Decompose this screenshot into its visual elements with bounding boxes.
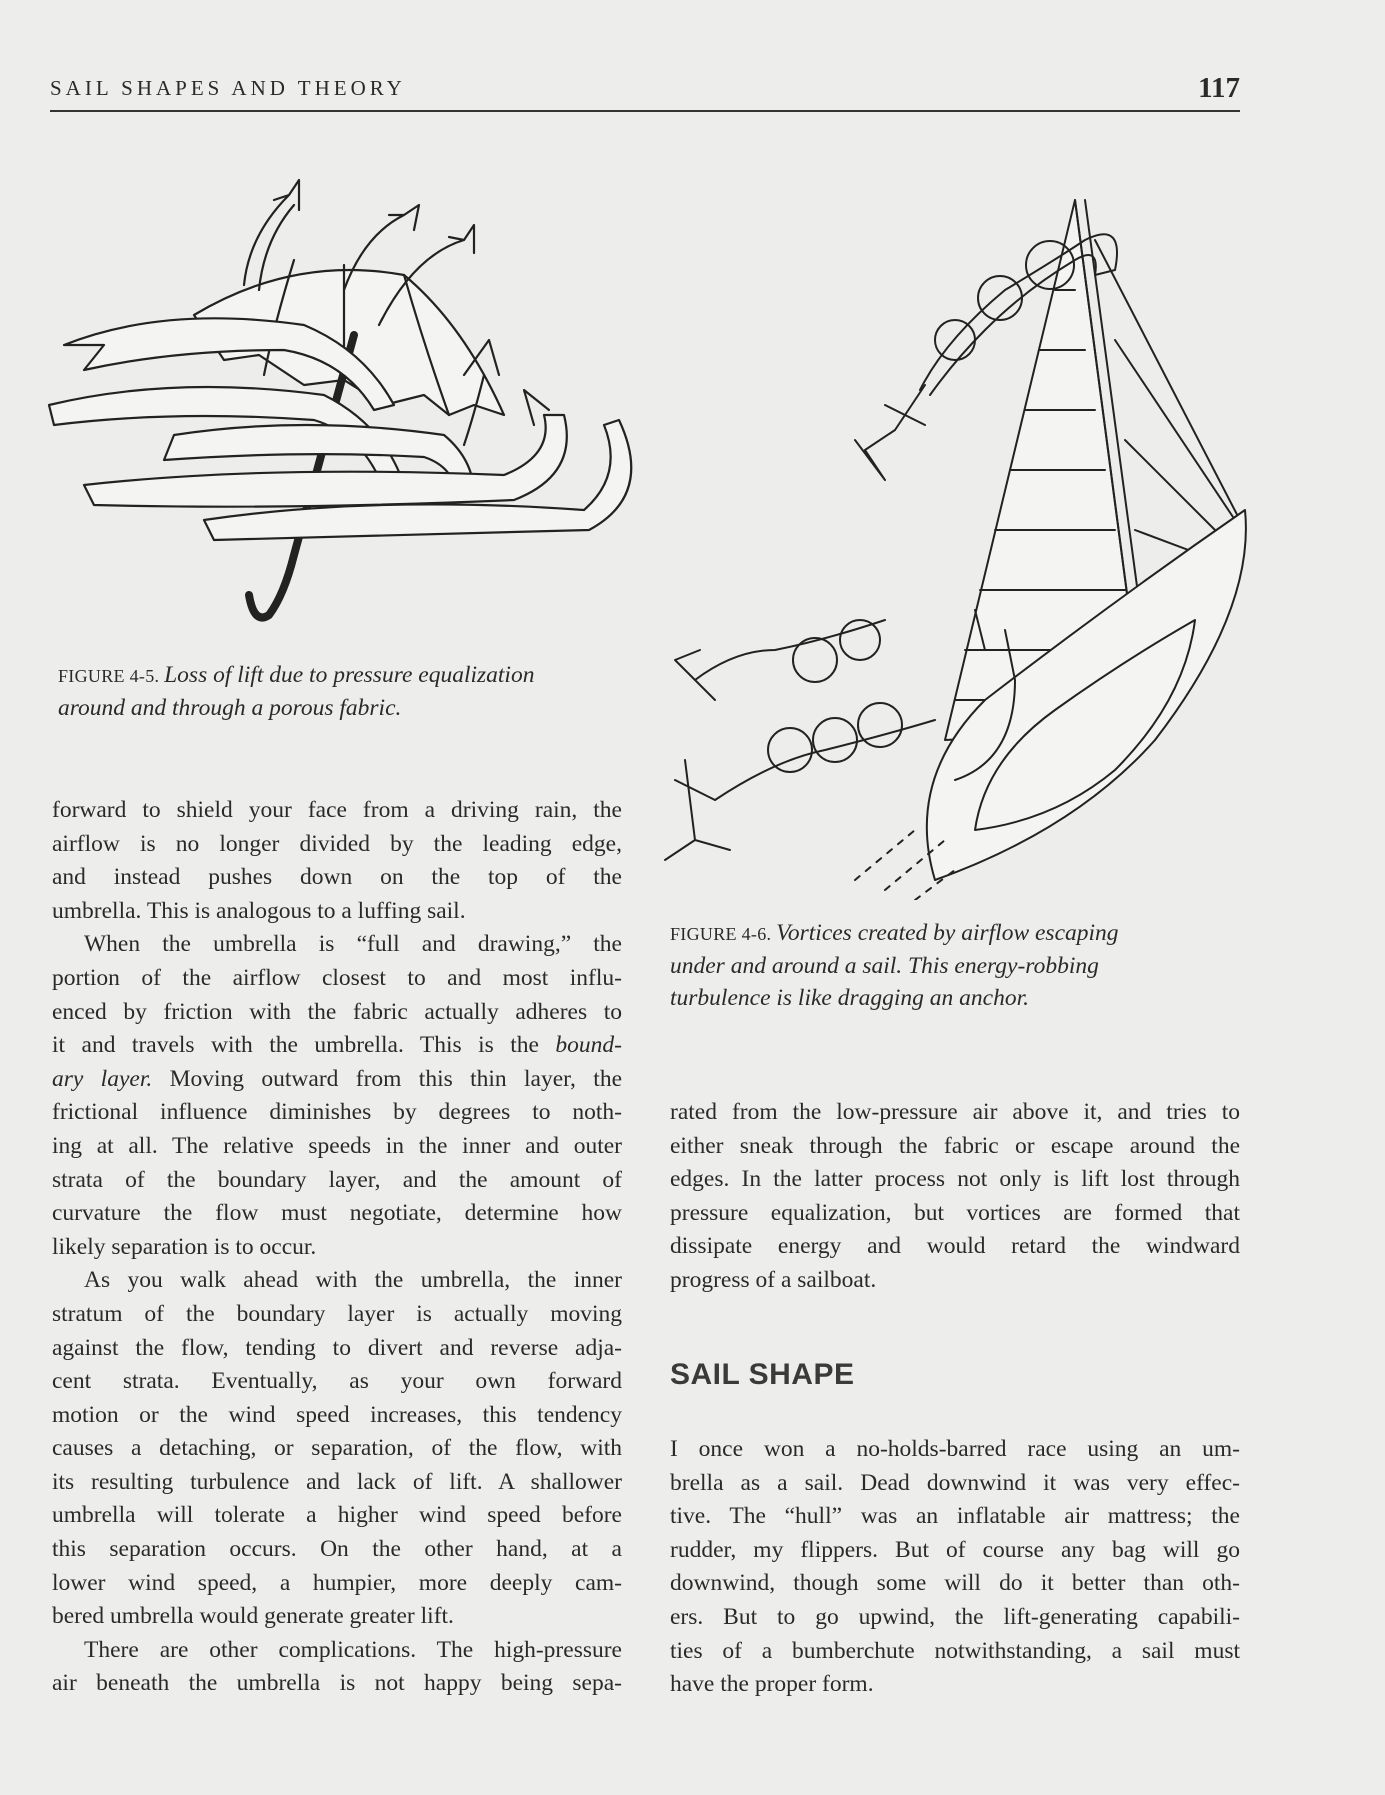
text-segment: ary layer.	[52, 1065, 153, 1092]
text-line: dissipate energy and would retard the windward	[670, 1233, 1240, 1260]
text-line: strata of the boundary layer, and the amount of	[52, 1166, 622, 1193]
paragraph	[52, 1264, 622, 1634]
text-line: umbrella. This is analogous to a luffing sail.	[52, 897, 466, 924]
text-line: curvature the flow must negotiate, determine how	[52, 1200, 622, 1227]
text-line: have the proper form.	[670, 1671, 874, 1698]
caption-line	[58, 692, 534, 724]
caption-line	[58, 659, 534, 692]
running-header	[50, 72, 1240, 112]
text-line: portion of the airflow closest to and most influ-	[52, 964, 622, 991]
figure-label: FIGURE 4-6.	[670, 924, 777, 944]
text-line: frictional influence diminishes by degrees to noth-	[52, 1099, 622, 1126]
text-line: ing at all. The relative speeds in the inner and outer	[52, 1132, 622, 1159]
paragraph	[52, 794, 622, 928]
text-line	[52, 1029, 622, 1063]
right-column-text	[670, 1096, 1240, 1298]
text-line: ties of a bumberchute notwithstanding, a sail must	[670, 1637, 1240, 1664]
left-column-text	[52, 794, 622, 1701]
text-line: either sneak through the fabric or escape around the	[670, 1132, 1240, 1159]
text-line: I once won a no-holds-barred race using an um-	[670, 1436, 1240, 1462]
text-line: motion or the wind speed increases, this tendency	[52, 1401, 622, 1428]
umbrella-illustration	[44, 175, 634, 635]
paragraph	[52, 1634, 622, 1701]
figure-label: FIGURE 4-5.	[58, 666, 165, 686]
text-line: When the umbrella is “full and drawing,” the	[84, 931, 622, 958]
section-heading: SAIL SHAPE	[670, 1358, 855, 1391]
caption-line	[670, 917, 1119, 950]
paragraph	[52, 928, 622, 1264]
text-line: brella as a sail. Dead downwind it was very effec-	[670, 1469, 1240, 1496]
caption-line	[670, 950, 1119, 982]
text-line: and instead pushes down on the top of the	[52, 864, 622, 891]
figure-4-5-caption	[58, 659, 534, 724]
text-line: its resulting turbulence and lack of lift. A shallower	[52, 1468, 622, 1495]
text-line: this separation occurs. On the other hand, at a	[52, 1536, 622, 1563]
text-line: airflow is no longer divided by the leading edge,	[52, 830, 622, 857]
text-line: air beneath the umbrella is not happy being sepa-	[52, 1670, 622, 1697]
text-line: cent strata. Eventually, as your own forward	[52, 1368, 622, 1395]
sailboat-vortex-illustration	[655, 180, 1255, 900]
text-line: likely separation is to occur.	[52, 1233, 317, 1260]
text-line: As you walk ahead with the umbrella, the inner	[84, 1267, 622, 1294]
text-line: downwind, though some will do it better than oth-	[670, 1570, 1240, 1597]
caption-text: Loss of lift due to pressure equalization	[164, 662, 535, 688]
text-line: There are other complications. The high-pressure	[84, 1636, 622, 1663]
text-line: progress of a sailboat.	[670, 1266, 877, 1293]
text-segment: it and travels with the umbrella. This is the	[52, 1032, 556, 1059]
running-title: SAIL SHAPES AND THEORY	[50, 76, 406, 100]
text-line: lower wind speed, a humpier, more deeply cam-	[52, 1569, 622, 1596]
text-line: rudder, my flippers. But of course any bag will go	[670, 1536, 1240, 1563]
text-line: pressure equalization, but vortices are formed that	[670, 1199, 1240, 1226]
paragraph	[670, 1433, 1240, 1702]
text-line: enced by friction with the fabric actually adheres to	[52, 998, 622, 1025]
text-segment: Moving outward from this thin layer, the	[152, 1065, 622, 1092]
figure-4-6-caption	[670, 917, 1119, 1014]
text-line: bered umbrella would generate greater lift.	[52, 1603, 454, 1630]
caption-text: Vortices created by airflow escaping	[776, 920, 1119, 946]
text-line: against the flow, tending to divert and reverse adja-	[52, 1334, 622, 1361]
text-line: forward to shield your face from a driving rain, the	[52, 797, 622, 823]
text-line	[52, 1063, 622, 1097]
page-number: 117	[1198, 72, 1240, 104]
caption-text: under and around a sail. This energy-robbing	[670, 953, 1099, 979]
section-body-text	[670, 1433, 1240, 1702]
text-line: causes a detaching, or separation, of the flow, with	[52, 1435, 622, 1462]
paragraph	[670, 1096, 1240, 1298]
caption-line	[670, 982, 1119, 1014]
caption-text: around and through a porous fabric.	[58, 695, 402, 721]
text-segment: bound-	[555, 1032, 622, 1059]
text-line: rated from the low-pressure air above it, and tries to	[670, 1099, 1240, 1125]
text-line: tive. The “hull” was an inflatable air mattress; the	[670, 1503, 1240, 1530]
caption-text: turbulence is like dragging an anchor.	[670, 985, 1029, 1011]
text-line: ers. But to go upwind, the lift-generating capabili-	[670, 1603, 1240, 1630]
text-line: stratum of the boundary layer is actually moving	[52, 1300, 622, 1327]
text-line: umbrella will tolerate a higher wind speed before	[52, 1502, 622, 1529]
text-line: edges. In the latter process not only is lift lost through	[670, 1166, 1240, 1193]
